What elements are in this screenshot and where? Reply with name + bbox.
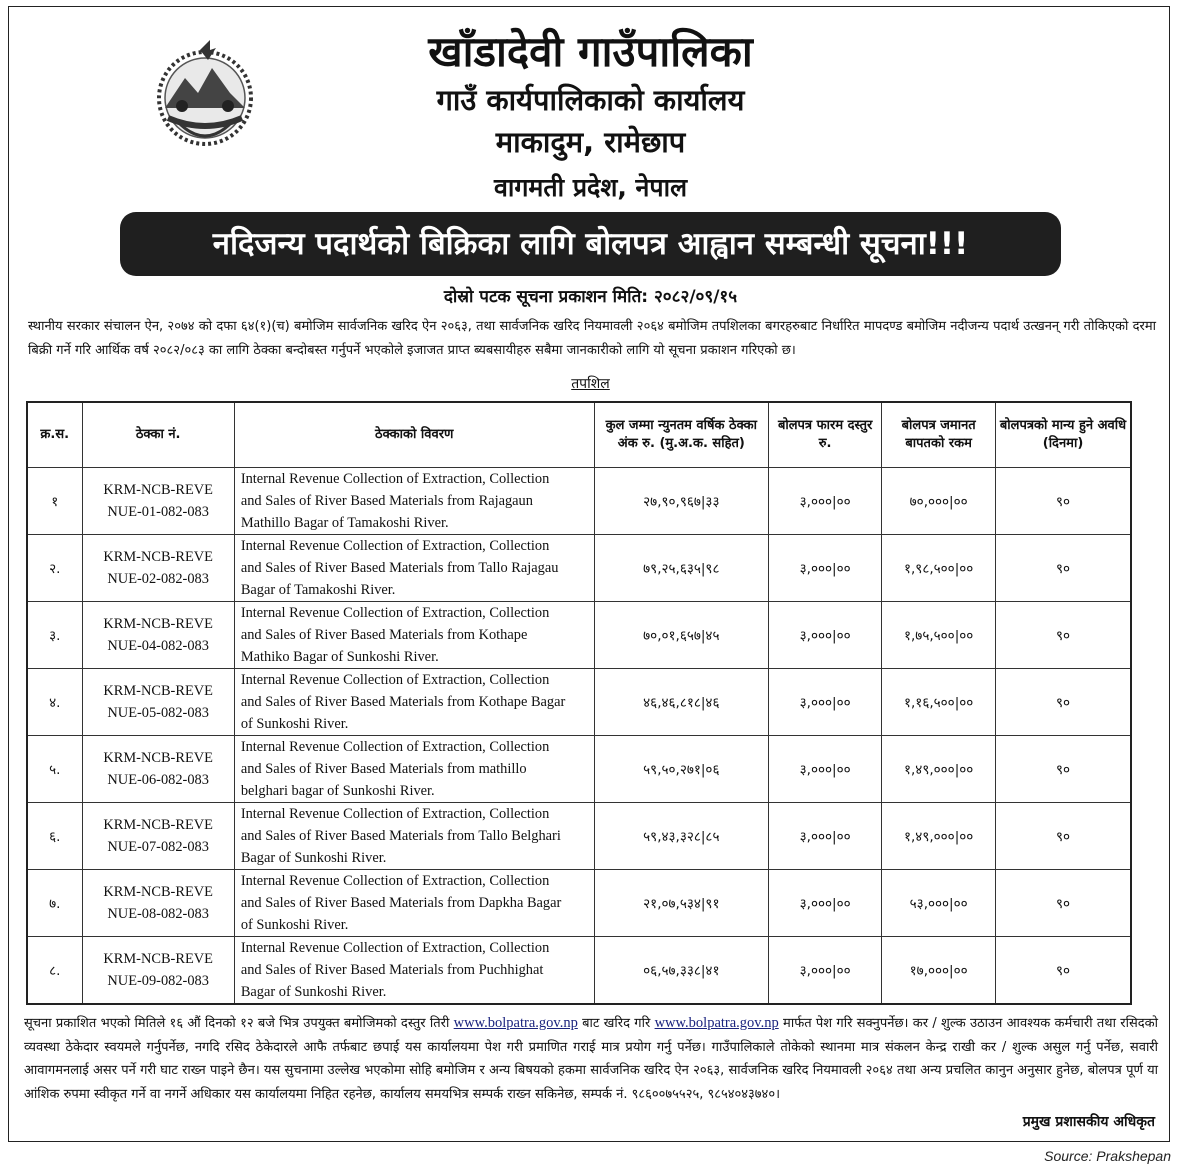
row-validity: ९० [996,803,1131,870]
row-deposit: १,१६,५००|०० [882,669,996,736]
row-validity: ९० [996,870,1131,937]
row-description [234,535,594,602]
row-contract-no [82,602,234,669]
table-row [27,736,1131,803]
row-sn: ८. [27,937,82,1005]
row-sn: ४. [27,669,82,736]
contract-no-line-2: NUE-02-082-083 [107,571,209,587]
description-line-1: Internal Revenue Collection of Extraction, Collection [240,605,550,621]
contract-no-line-2: NUE-01-082-083 [107,504,209,520]
row-description [234,602,594,669]
row-sn: २. [27,535,82,602]
municipality-title: खाँडादेवी गाउँपालिका [428,27,753,76]
footer-text-1: सूचना प्रकाशित भएको मितिले १६ औं दिनको १२ बजे भित्र उपयुक्त बमोजिमको दस्तुर तिरी [24,1016,450,1031]
signatory-title: प्रमुख प्रशासकीय अधिकृत [1022,1114,1155,1130]
description-line-1: Internal Revenue Collection of Extraction, Collection [240,806,550,822]
row-form-fee: ३,०००|०० [769,937,882,1005]
row-sn: ६. [27,803,82,870]
col-contract-no: ठेक्का नं. [82,402,234,468]
row-form-fee: ३,०००|०० [769,669,882,736]
row-description [234,937,594,1005]
row-deposit: १७,०००|०० [882,937,996,1005]
row-contract-no [82,669,234,736]
row-deposit: १,४९,०००|०० [882,803,996,870]
description-line-1: Internal Revenue Collection of Extraction, Collection [240,940,550,956]
description-line-3: belghari bagar of Sunkoshi River. [240,783,435,799]
row-deposit: १,४९,०००|०० [882,736,996,803]
description-line-2: and Sales of River Based Materials from Tallo Belghari [240,828,561,844]
contract-no-line-2: NUE-09-082-083 [107,973,209,989]
table-header-row [27,402,1131,468]
row-deposit: १,७५,५००|०० [882,602,996,669]
footer-text-2: बाट खरिद गरि [582,1016,651,1031]
description-line-1: Internal Revenue Collection of Extraction, Collection [240,672,550,688]
table-row [27,602,1131,669]
table-caption: तपशिल [571,376,610,392]
row-sn: ३. [27,602,82,669]
table-row [27,669,1131,736]
row-contract-no [82,468,234,535]
table-row [27,870,1131,937]
row-amount: २७,९०,९६७|३३ [594,468,768,535]
office-name: गाउँ कार्यपालिकाको कार्यालय [436,83,745,117]
row-contract-no [82,937,234,1005]
description-line-3: Bagar of Sunkoshi River. [240,850,387,866]
table-row [27,468,1131,535]
row-amount: ०६,५७,३३८|४१ [594,937,768,1005]
description-line-2: and Sales of River Based Materials from Dapkha Bagar [240,895,562,911]
row-form-fee: ३,०००|०० [769,468,882,535]
col-form-fee: बोलपत्र फारम दस्तुर रु. [769,402,882,468]
row-amount: ४६,४६,८१८|४६ [594,669,768,736]
description-line-1: Internal Revenue Collection of Extraction, Collection [240,471,550,487]
description-line-2: and Sales of River Based Materials from Puchhighat [240,962,544,978]
row-description [234,870,594,937]
province-name: वागमती प्रदेश, नेपाल [493,173,688,202]
row-validity: ९० [996,736,1131,803]
row-validity: ९० [996,468,1131,535]
contract-no-line-1: KRM-NCB-REVE [103,482,213,498]
bolpatra-link-1[interactable]: www.bolpatra.gov.np [453,1015,578,1031]
description-line-3: of Sunkoshi River. [240,917,349,933]
footer-paragraph [24,1012,1158,1106]
row-validity: ९० [996,535,1131,602]
contract-no-line-2: NUE-04-082-083 [107,638,209,654]
office-location: माकादुम, रामेछाप [495,125,686,159]
contract-no-line-1: KRM-NCB-REVE [103,616,213,632]
row-amount: ७०,०१,६५७|४५ [594,602,768,669]
row-validity: ९० [996,669,1131,736]
publication-date: दोस्रो पटक सूचना प्रकाशन मिति: २०८२/०९/१५ [443,287,738,307]
description-line-2: and Sales of River Based Materials from Rajagaun [240,493,533,509]
contract-no-line-2: NUE-06-082-083 [107,772,209,788]
row-amount: २१,०७,५३४|९१ [594,870,768,937]
contract-no-line-1: KRM-NCB-REVE [103,817,213,833]
row-validity: ९० [996,937,1131,1005]
table-row [27,803,1131,870]
bolpatra-link-2[interactable]: www.bolpatra.gov.np [654,1015,779,1031]
row-form-fee: ३,०००|०० [769,803,882,870]
row-amount: ५९,४३,३२८|८५ [594,803,768,870]
row-contract-no [82,870,234,937]
notice-title-banner: नदिजन्य पदार्थको बिक्रिका लागि बोलपत्र आह्वान सम्बन्धी सूचना!!! [120,212,1061,276]
contract-no-line-1: KRM-NCB-REVE [103,683,213,699]
row-contract-no [82,736,234,803]
description-line-3: Mathiko Bagar of Sunkoshi River. [240,649,439,665]
row-amount: ५९,५०,२७१|०६ [594,736,768,803]
row-deposit: ५३,०००|०० [882,870,996,937]
row-validity: ९० [996,602,1131,669]
col-description: ठेक्काको विवरण [234,402,594,468]
row-description [234,736,594,803]
contract-no-line-1: KRM-NCB-REVE [103,750,213,766]
row-amount: ७९,२५,६३५|९८ [594,535,768,602]
col-deposit: बोलपत्र जमानत बापतको रकम [882,402,996,468]
row-description [234,468,594,535]
row-form-fee: ३,०००|०० [769,535,882,602]
table-row [27,535,1131,602]
table-row [27,937,1131,1005]
row-form-fee: ३,०००|०० [769,736,882,803]
row-deposit: ७०,०००|०० [882,468,996,535]
row-form-fee: ३,०००|०० [769,602,882,669]
row-sn: १ [27,468,82,535]
row-description [234,803,594,870]
row-form-fee: ३,०००|०० [769,870,882,937]
description-line-3: Bagar of Tamakoshi River. [240,582,396,598]
col-amount: कुल जम्मा न्युनतम वर्षिक ठेक्का अंक रु. (मु.अ.क. सहित) [594,402,768,468]
source-credit: Source: Prakshepan [1044,1148,1171,1164]
intro-paragraph: स्थानीय सरकार संचालन ऐन, २०७४ को दफा ६४(१)(च) बमोजिम सार्वजनिक खरिद ऐन २०६३, तथा सार्वजनिक खरिद नियमावली २०६४ बमोजिम तपशिलका बगरहरुबाट निर्धारित मापदण्ड बमोजिम नदीजन्य पदार्थ उत्खनन् गरी तोकिएको दरमा बिक्री गर्ने गरि आर्थिक वर्ष २०८२/०८३ का लागि ठेक्का बन्दोबस्त गर्नुपर्ने भएकोले इजाजत प्राप्त ब्यबसायीहरु सबैमा जानकारीको लागि यो सूचना प्रकाशन गरिएको छ। [28,319,1156,358]
description-line-2: and Sales of River Based Materials from Kothape [240,627,528,643]
contract-no-line-1: KRM-NCB-REVE [103,951,213,967]
description-line-2: and Sales of River Based Materials from Kothape Bagar [240,694,566,710]
description-line-2: and Sales of River Based Materials from Tallo Rajagau [240,560,559,576]
col-validity: बोलपत्रको मान्य हुने अवधि (दिनमा) [996,402,1131,468]
row-deposit: १,९८,५००|०० [882,535,996,602]
footer-text-3: मार्फत पेश गरि सक्नुपर्नेछ। कर / शुल्क उठाउन आवश्यक कर्मचारी तथा रसिदको व्यवस्था ठेकेदार स्वयमले गर्नुपर्नेछ, नगदि रसिद ठेकेदारले आफै तर्फबाट छपाई यस कार्यालयमा पेश गरी प्रमाणित गराई मात्र प्रयोग गर्नु पर्नेछ। गाउँपालिकाले तोकेको स्थानमा मात्र संकलन केन्द्र राखी कर / शुल्क असुल गर्नु पर्नेछ, सवारी आवागमनलाई असर पर्ने गरी घाट राख्न पाइने छैन। यस सुचनामा उल्लेख भएकोमा सोहि बमोजिम र अन्य बिषयको हकमा सार्वजनिक खरिद ऐन २०६३, सार्वजनिक खरिद नियमावली २०६४ तथा अन्य प्रचलित कानुन अनुसार हुनेछ, बोलपत्र पूर्ण या आंशिक रुपमा स्वीकृत गर्ने वा नगर्ने अधिकार यस कार्यालयमा निहित रहनेछ, कार्यालय समयभित्र सम्पर्क राख्न सकिनेछ, सम्पर्क नं. ९८६००७५५२५, ९८५४०४३७४०। [24,1016,1158,1102]
description-line-1: Internal Revenue Collection of Extraction, Collection [240,873,550,889]
col-sn: क्र.स. [27,402,82,468]
description-line-3: Mathillo Bagar of Tamakoshi River. [240,515,449,531]
description-line-2: and Sales of River Based Materials from mathillo [240,761,527,777]
row-sn: ७. [27,870,82,937]
contract-no-line-2: NUE-05-082-083 [107,705,209,721]
row-sn: ५. [27,736,82,803]
contracts-table [26,401,1132,1005]
row-contract-no [82,803,234,870]
description-line-1: Internal Revenue Collection of Extraction, Collection [240,538,550,554]
description-line-3: of Sunkoshi River. [240,716,349,732]
row-contract-no [82,535,234,602]
contract-no-line-1: KRM-NCB-REVE [103,549,213,565]
description-line-3: Bagar of Sunkoshi River. [240,984,387,1000]
contract-no-line-1: KRM-NCB-REVE [103,884,213,900]
description-line-1: Internal Revenue Collection of Extraction, Collection [240,739,550,755]
row-description [234,669,594,736]
contract-no-line-2: NUE-08-082-083 [107,906,209,922]
contract-no-line-2: NUE-07-082-083 [107,839,209,855]
